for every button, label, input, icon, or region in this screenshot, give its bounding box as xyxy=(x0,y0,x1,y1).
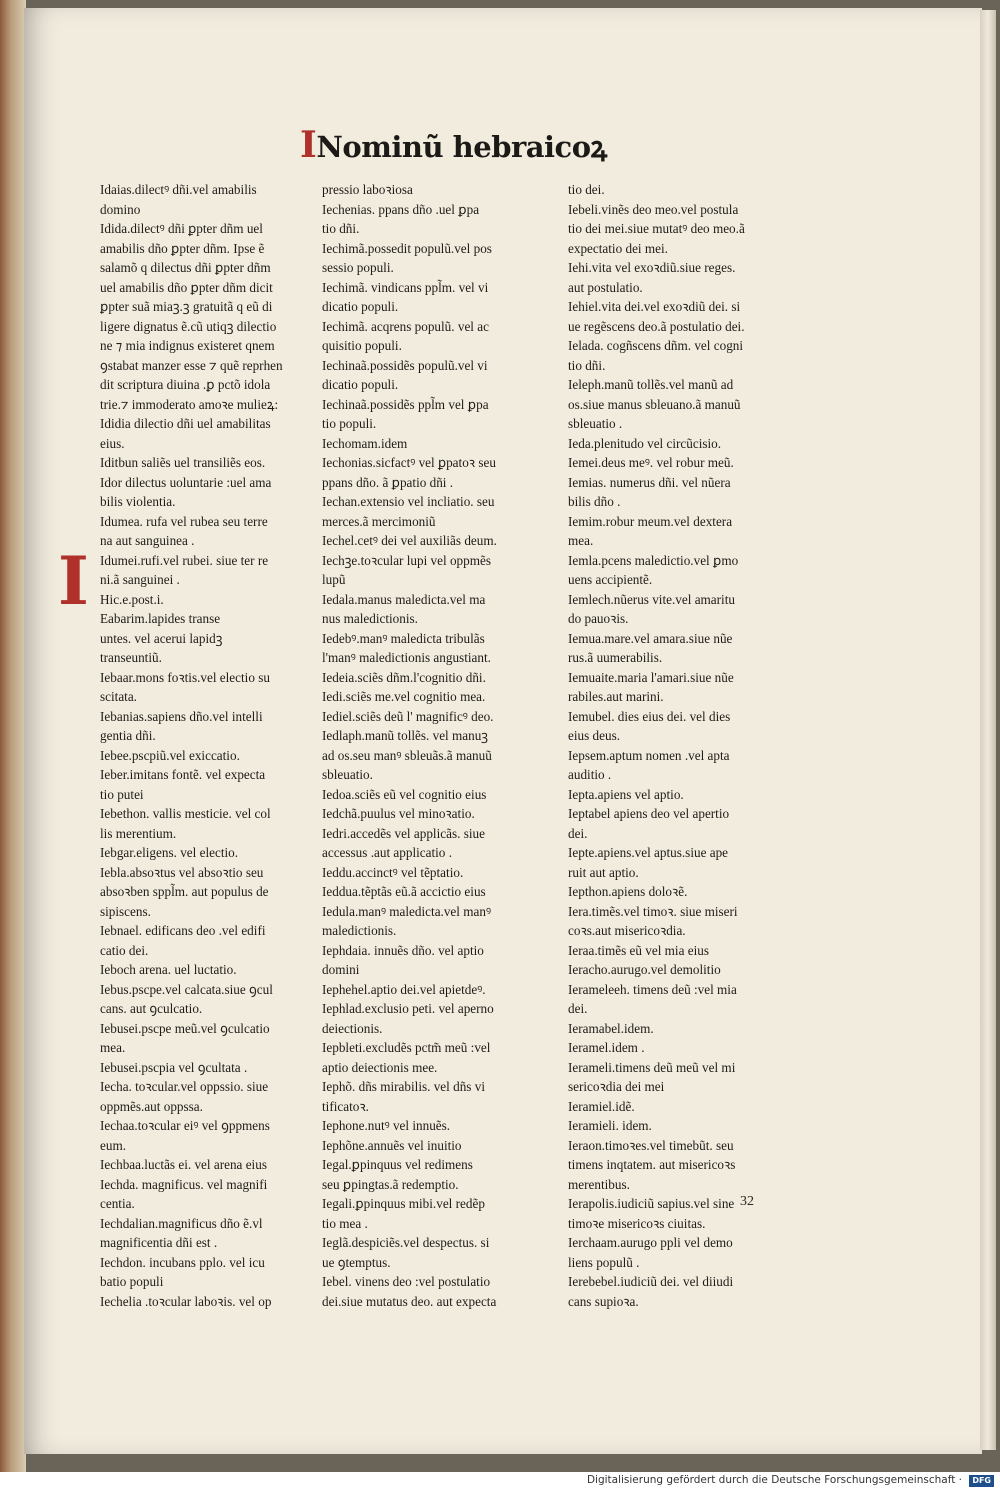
text-line: tio dñi. xyxy=(568,357,606,373)
text-line: bilis violentia. xyxy=(100,494,176,509)
text-line: tio populi. xyxy=(322,416,377,431)
text-line: dicatio populi. xyxy=(322,377,399,392)
text-line: Ieramiel.idẽ. xyxy=(568,1098,635,1114)
text-line: dei. xyxy=(568,825,588,841)
text-line: Iechenias. ppans dño .uel ꝑpa xyxy=(322,201,480,217)
text-line: auditio . xyxy=(568,767,612,782)
text-line: maledictionis. xyxy=(322,923,397,938)
text-line: Iedebꝰ.manꝰ maledicta tribulãs xyxy=(322,630,485,646)
text-line: Iemla.pcens maledictio.vel ꝑmo xyxy=(568,552,739,568)
text-line: Iemei.deus meꝰ. vel robur meũ. xyxy=(568,455,734,470)
text-line: coꝛs.aut misericoꝛdia. xyxy=(568,923,686,938)
text-line: Ieber.imitans fontẽ. vel expecta xyxy=(100,767,266,782)
text-line: Iemias. numerus dñi. vel nũera xyxy=(568,474,731,490)
text-line: tio dñi. xyxy=(322,221,360,236)
text-line: quisitio populi. xyxy=(322,338,402,353)
text-line: Hic.e.post.i. xyxy=(100,591,164,607)
text-line: Iechonias.sicfactꝰ vel ꝑpatoꝛ seu xyxy=(322,455,496,470)
text-line: Iebeli.vinẽs deo meo.vel postula xyxy=(568,201,739,217)
text-line: Iechimã. vindicans ppl̃m. vel vi xyxy=(322,279,489,295)
text-line: ligere dignatus ẽ.cũ utiqꝫ dilectio xyxy=(100,318,277,334)
text-line: Iemim.robur meum.vel dextera xyxy=(568,513,733,529)
text-line: Ieleph.manũ tollẽs.vel manũ ad xyxy=(568,377,734,392)
text-line: pressio laboꝛiosa xyxy=(322,182,413,197)
text-line: Ieda.plenitudo vel circũcisio. xyxy=(568,435,722,451)
text-line: mea. xyxy=(100,1040,126,1055)
text-line: Iepsem.aptum nomen .vel apta xyxy=(568,747,730,763)
text-line: absoꝛben sppl̃m. aut populus de xyxy=(100,884,269,899)
text-line: Iedri.accedẽs vel applicãs. siue xyxy=(322,825,485,841)
text-line: Iechinaã.possidẽs ppl̃m vel ꝑpa xyxy=(322,396,489,412)
text-column-2 xyxy=(322,180,552,1311)
text-line: uens accipientẽ. xyxy=(568,572,653,587)
text-line: rus.ã uumerabilis. xyxy=(568,650,663,665)
text-line: merces.ã mercimoniũ xyxy=(322,513,436,529)
text-line: Iechdalian.magnificus dño ẽ.vl xyxy=(100,1215,263,1231)
text-line: Ieptabel apiens deo vel apertio xyxy=(568,806,730,821)
text-line: Iegali.ꝑpinquus mibi.vel redẽp xyxy=(322,1196,485,1211)
text-line: Iemlech.nũerus vite.vel amaritu xyxy=(568,591,735,607)
text-line: Iephdaia. innuẽs dño. vel aptio xyxy=(322,942,484,958)
text-line: Iebee.pscpiũ.vel exiccatio. xyxy=(100,747,240,763)
text-line: Ierapolis.iudiciũ sapius.vel sine xyxy=(568,1196,735,1211)
text-line: Iebel. vinens deo :vel postulatio xyxy=(322,1274,491,1289)
text-line: Iepthon.apiens doloꝛẽ. xyxy=(568,884,688,899)
text-line: sbleuatio . xyxy=(568,416,623,431)
text-line: Iedala.manus maledicta.vel ma xyxy=(322,591,486,607)
text-line: domini xyxy=(322,962,360,977)
text-line: tio dei mei.siue mutatꝰ deo meo.ã xyxy=(568,221,745,236)
text-line: rabiles.aut marini. xyxy=(568,689,664,704)
text-line: dicatio populi. xyxy=(322,299,399,314)
text-line: Iechomam.idem xyxy=(322,435,408,451)
text-line: Iebusei.pscpia vel ꝯcultata . xyxy=(100,1059,248,1075)
text-line: seu ꝑpingtas.ã redemptio. xyxy=(322,1176,459,1192)
text-line: Ieraa.timẽs eũ vel mia eius xyxy=(568,942,709,958)
page-fore-edge xyxy=(980,10,996,1450)
text-line: bilis dño . xyxy=(568,494,621,509)
text-line: ad os.seu manꝰ sbleuãs.ã manuũ xyxy=(322,747,492,763)
text-line: Ieddu.accinctꝰ vel tẽptatio. xyxy=(322,864,464,880)
text-line: sbleuatio. xyxy=(322,767,373,782)
text-line: nus maledictionis. xyxy=(322,611,418,626)
text-line: catio dei. xyxy=(100,942,149,958)
text-line: dei.siue mutatus deo. aut expecta xyxy=(322,1293,497,1309)
text-line: timens inqtatem. aut misericoꝛs xyxy=(568,1157,736,1172)
text-line: Iebaar.mons foꝛtis.vel electio su xyxy=(100,669,270,685)
text-line: Iemubel. dies eius dei. vel dies xyxy=(568,708,731,724)
text-line: Iera.timẽs.vel timoꝛ. siue miseri xyxy=(568,903,738,919)
text-line: timoꝛe misericoꝛs ciuitas. xyxy=(568,1215,706,1231)
dfg-logo: DFG xyxy=(969,1475,994,1487)
text-line: Idor dilectus uoluntarie :uel ama xyxy=(100,474,272,490)
text-line: l'manꝰ maledictionis angustiant. xyxy=(322,650,491,665)
text-line: Iepbleti.excludẽs pctm̃ meũ :vel xyxy=(322,1040,491,1055)
text-line: Ielada. cogñscens dñm. vel cogni xyxy=(568,338,744,353)
text-line: Iedoa.sciẽs eũ vel cognitio eius xyxy=(322,786,487,802)
funding-credit: Digitalisierung gefördert durch die Deutsche Forschungsgemeinschaft · xyxy=(586,1474,962,1486)
text-column-3 xyxy=(568,180,800,1311)
text-line: Ieramieli. idem. xyxy=(568,1118,652,1133)
text-line: dit scriptura diuina .ꝑ pctõ idola xyxy=(100,377,271,392)
text-line: Ierameli.timens deũ meũ vel mi xyxy=(568,1059,736,1075)
rubricated-initial: I xyxy=(58,542,89,620)
heading-text: Nominũ hebraicoꝝ xyxy=(316,130,607,164)
text-line: centia. xyxy=(100,1196,135,1211)
text-line: Iechbaa.luctãs ei. vel arena eius xyxy=(100,1157,267,1172)
text-line: ne ⁊ mia indignus existeret qnem xyxy=(100,338,275,353)
text-line: Ididia dilectio dñi uel amabilitas xyxy=(100,416,271,431)
text-line: Ieracho.aurugo.vel demolitio xyxy=(568,962,721,977)
text-line: expectatio dei mei. xyxy=(568,240,668,256)
text-line: Iechel.cetꝰ dei vel auxiliãs deum. xyxy=(322,533,497,548)
text-line: Idumei.rufi.vel rubei. siue ter re xyxy=(100,552,269,568)
text-line: Iehiel.vita dei.vel exoꝛdiũ dei. si xyxy=(568,299,741,314)
text-line: Iechꝫe.toꝛcular lupi vel oppmẽs xyxy=(322,552,491,568)
text-line: scitata. xyxy=(100,689,137,704)
text-line: Iehi.vita vel exoꝛdiũ.siue reges. xyxy=(568,260,736,275)
text-line: tio dei. xyxy=(568,182,605,197)
text-line: ruit aut aptio. xyxy=(568,864,639,880)
text-line: Iepte.apiens.vel aptus.siue ape xyxy=(568,845,729,860)
text-line: Iechimã. acqrens populũ. vel ac xyxy=(322,318,489,334)
text-line: sericoꝛdia dei mei xyxy=(568,1079,665,1094)
text-line: Iditbun saliẽs uel transiliẽs eos. xyxy=(100,455,266,470)
text-line: Iephone.nutꝰ vel innuẽs. xyxy=(322,1118,451,1133)
text-line: tio mea . xyxy=(322,1215,368,1231)
text-line: Ieglã.despiciẽs.vel despectus. si xyxy=(322,1235,490,1250)
text-line: Iedi.sciẽs me.vel cognitio mea. xyxy=(322,689,486,704)
text-line: magnificentia dñi est . xyxy=(100,1235,218,1250)
digitization-footer xyxy=(0,1472,1000,1490)
text-line: Ieraon.timoꝛes.vel timebũt. seu xyxy=(568,1137,734,1153)
text-line: mea. xyxy=(568,533,594,548)
text-line: amabilis dño ꝑpter dñm. Ipse ẽ xyxy=(100,240,265,256)
text-line: na aut sanguinea . xyxy=(100,533,195,548)
text-line: lis merentium. xyxy=(100,825,177,841)
text-line: Ieramel.idem . xyxy=(568,1040,645,1055)
text-line: Idaias.dilectꝰ dñi.vel amabilis xyxy=(100,182,257,197)
text-line: eius deus. xyxy=(568,728,621,743)
text-line: Idida.dilectꝰ dñi ꝑpter dñm uel xyxy=(100,221,263,236)
text-line: aptio deiectionis mee. xyxy=(322,1059,438,1075)
text-line: Ierchaam.aurugo ppli vel demo xyxy=(568,1235,733,1250)
text-line: trie.⁊ immoderato amoꝛe mulieꝝ: xyxy=(100,396,279,412)
text-line: lupũ xyxy=(322,572,346,587)
text-line: merentibus. xyxy=(568,1176,630,1192)
text-line: Ierebebel.iudiciũ dei. vel diiudi xyxy=(568,1274,734,1289)
text-line: oppmẽs.aut oppssa. xyxy=(100,1098,203,1114)
text-line: liens populũ . xyxy=(568,1254,640,1270)
text-line: Iebla.absoꝛtus vel absoꝛtio seu xyxy=(100,864,264,880)
text-line: Iebgar.eligens. vel electio. xyxy=(100,845,239,860)
text-line: Iechaa.toꝛcular eiꝰ vel ꝯppmens xyxy=(100,1118,270,1133)
text-line: domino xyxy=(100,201,141,217)
text-line: Iechimã.possedit populũ.vel pos xyxy=(322,240,492,256)
text-line: Iemuaite.maria l'amari.siue nũe xyxy=(568,669,734,685)
text-line: transeuntiũ. xyxy=(100,650,162,665)
text-line: os.siue manus sbleuano.ã manuũ xyxy=(568,396,741,412)
text-line: Iebus.pscpe.vel calcata.siue ꝯcul xyxy=(100,981,273,997)
text-line: Ieramabel.idem. xyxy=(568,1020,654,1036)
text-line: Iedlaph.manũ tollẽs. vel manuꝫ xyxy=(322,728,489,743)
text-line: do pauoꝛis. xyxy=(568,611,629,626)
text-line: Iephehel.aptio dei.vel apietdeꝰ. xyxy=(322,981,486,997)
text-line: untes. vel acerui lapidꝫ xyxy=(100,630,223,646)
text-line: Iecha. toꝛcular.vel oppssio. siue xyxy=(100,1079,269,1094)
text-line: Iediel.sciẽs deũ l' magnificꝰ deo. xyxy=(322,708,494,724)
text-line: gentia dñi. xyxy=(100,728,156,743)
text-line: Iechan.extensio vel incliatio. seu xyxy=(322,494,495,509)
text-line: tificatoꝛ. xyxy=(322,1098,369,1114)
text-line: Eabarim.lapides transe xyxy=(100,611,221,626)
text-line: ppans dño. ã ꝑpatio dñi . xyxy=(322,474,454,490)
facing-page-edge xyxy=(0,0,26,1472)
text-line: Iebethon. vallis mesticie. vel col xyxy=(100,806,271,821)
text-line: batio populi xyxy=(100,1274,164,1289)
text-line: Iebusei.pscpe meũ.vel ꝯculcatio xyxy=(100,1020,270,1036)
folio-number: 32 xyxy=(740,1194,754,1209)
text-line: eius. xyxy=(100,435,125,451)
text-line: Iebnael. edificans deo .vel edifi xyxy=(100,923,266,938)
text-line: ni.ã sanguinei . xyxy=(100,572,180,587)
text-line: Iedula.manꝰ maledicta.vel manꝰ xyxy=(322,903,491,919)
text-line: Iephõne.annuẽs vel inuitio xyxy=(322,1137,462,1153)
text-line: sipiscens. xyxy=(100,903,151,919)
text-line: Iepta.apiens vel aptio. xyxy=(568,786,684,802)
text-line: ꝑpter suã miaꝫ.ꝫ gratuitã q eũ di xyxy=(100,299,273,314)
text-line: salamõ q dilectus dñi ꝑpter dñm xyxy=(100,260,271,275)
text-line: aut postulatio. xyxy=(568,279,643,295)
heading-initial: I xyxy=(300,124,317,166)
text-line: Iephlad.exclusio peti. vel aperno xyxy=(322,1001,494,1016)
text-line: deiectionis. xyxy=(322,1020,383,1036)
text-line: cans supioꝛa. xyxy=(568,1293,639,1309)
text-line: uel amabilis dño ꝑpter dñm dicit xyxy=(100,279,273,295)
text-line: Iechdon. incubans pplo. vel icu xyxy=(100,1254,265,1270)
text-column-1 xyxy=(100,180,325,1311)
page-heading xyxy=(300,124,607,166)
text-line: eum. xyxy=(100,1137,127,1153)
text-line: Iechda. magnificus. vel magnifi xyxy=(100,1176,268,1192)
text-line: Ieboch arena. uel luctatio. xyxy=(100,962,237,977)
text-line: Idumea. rufa vel rubea seu terre xyxy=(100,513,268,529)
text-line: ue ꝯtemptus. xyxy=(322,1254,391,1270)
text-line: sessio populi. xyxy=(322,260,394,275)
text-line: ue regẽscens deo.ã postulatio dei. xyxy=(568,318,745,334)
text-line: dei. xyxy=(568,1001,588,1016)
text-line: ꝯstabat manzer esse ⁊ quẽ reprhen xyxy=(100,357,283,373)
text-line: Ierameleeh. timens deũ :vel mia xyxy=(568,981,737,997)
text-line: Iedeia.sciẽs dñm.l'cognitio dñi. xyxy=(322,669,486,685)
text-line: Iegal.ꝑpinquus vel redimens xyxy=(322,1157,473,1172)
text-line: Iedchã.puulus vel minoꝛatio. xyxy=(322,806,475,821)
text-line: Ieddua.tẽptãs eũ.ã accictio eius xyxy=(322,884,486,899)
text-line: cans. aut ꝯculcatio. xyxy=(100,1001,203,1016)
text-line: Iebanias.sapiens dño.vel intelli xyxy=(100,708,263,724)
text-line: Iephõ. dñs mirabilis. vel dñs vi xyxy=(322,1079,485,1094)
text-line: tio putei xyxy=(100,786,144,802)
text-line: accessus .aut applicatio . xyxy=(322,845,452,860)
text-line: Iechinaã.possidẽs populũ.vel vi xyxy=(322,357,488,373)
text-line: Iemua.mare.vel amara.siue nũe xyxy=(568,630,733,646)
text-line: Iechelia .toꝛcular laboꝛis. vel op xyxy=(100,1293,272,1309)
